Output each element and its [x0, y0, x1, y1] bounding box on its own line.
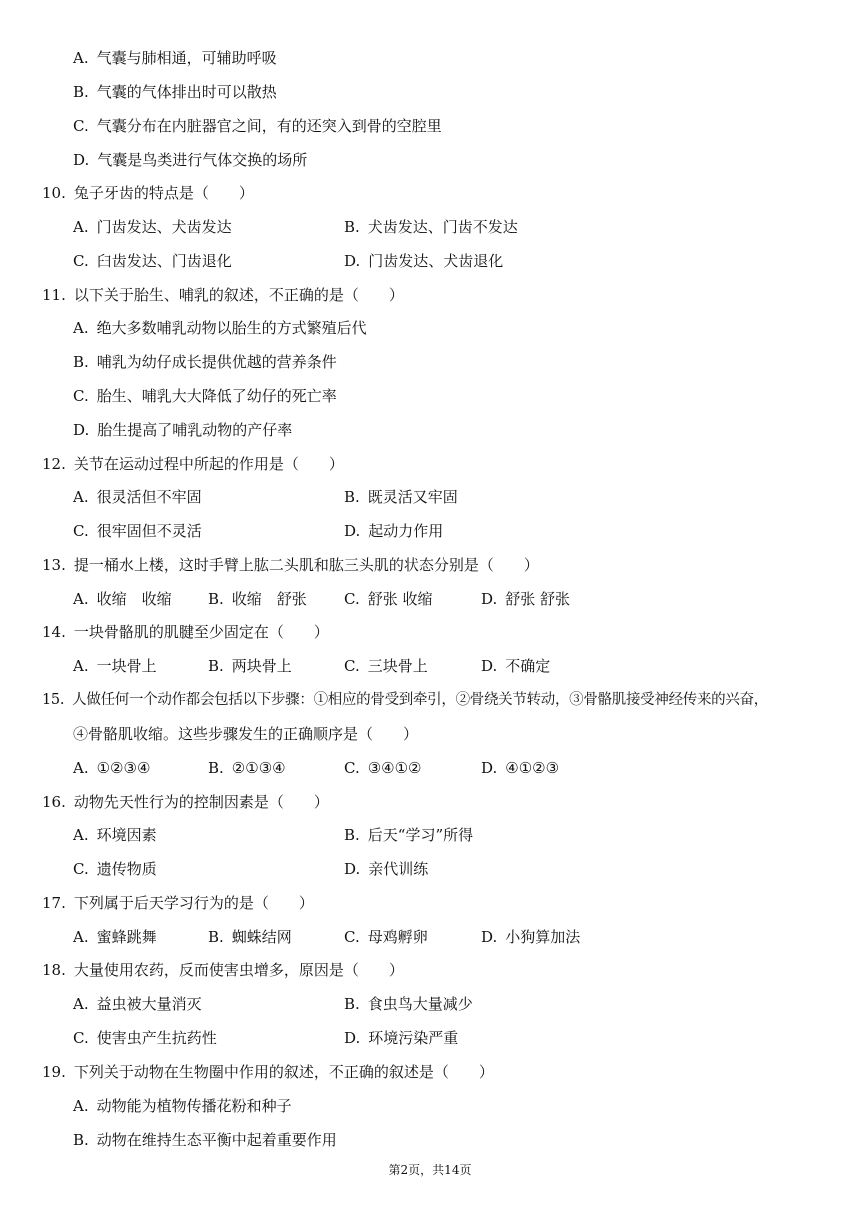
q10-option-d: D. 门齿发达、犬齿退化: [344, 252, 504, 270]
q18-option-a: A. 益虫被大量消灭: [73, 995, 202, 1013]
q17-option-b: B. 蜘蛛结网: [208, 928, 292, 946]
q14-option-b: B. 两块骨上: [208, 657, 292, 675]
q12-option-b: B. 既灵活又牢固: [344, 488, 458, 506]
q15-option-b: B. ②①③④: [208, 759, 286, 777]
q16-option-c: C. 遗传物质: [73, 860, 157, 878]
q10-option-b: B. 犬齿发达、门齿不发达: [344, 218, 518, 236]
q16-stem: 16. 动物先天性行为的控制因素是（ ）: [42, 793, 329, 811]
q9-option-a: A. 气囊与肺相通，可辅助呼吸: [73, 49, 277, 67]
q15-stem: 15. 人做任何一个动作都会包括以下步骤：①相应的骨受到牵引，②骨绕关节转动，③骨骼肌接受神经传来的兴奋，: [42, 692, 768, 708]
q17-option-a: A. 蜜蜂跳舞: [73, 928, 157, 946]
q13-option-c: C. 舒张 收缩: [344, 590, 433, 608]
q13-option-a: A. 收缩 收缩: [73, 590, 172, 608]
q15-stem-continued: ④骨骼肌收缩。这些步骤发生的正确顺序是（ ）: [73, 725, 419, 743]
q13-stem: 13. 提一桶水上楼，这时手臂上肱二头肌和肱三头肌的状态分别是（ ）: [42, 556, 539, 574]
q16-option-a: A. 环境因素: [73, 826, 157, 844]
q12-stem: 12. 关节在运动过程中所起的作用是（ ）: [42, 455, 344, 473]
q12-option-c: C. 很牢固但不灵活: [73, 522, 202, 540]
q16-option-b: B. 后天“学习”所得: [344, 826, 474, 844]
q11-stem: 11. 以下关于胎生、哺乳的叙述，不正确的是（ ）: [42, 286, 404, 304]
q15-option-a: A. ①②③④: [73, 759, 151, 777]
q9-option-d: D. 气囊是鸟类进行气体交换的场所: [73, 151, 308, 169]
q9-option-b: B. 气囊的气体排出时可以散热: [73, 83, 277, 101]
q15-option-d: D. ④①②③: [481, 759, 560, 777]
q10-option-a: A. 门齿发达、犬齿发达: [73, 218, 232, 236]
q9-option-c: C. 气囊分布在内脏器官之间，有的还突入到骨的空腔里: [73, 117, 442, 135]
q11-option-d: D. 胎生提高了哺乳动物的产仔率: [73, 421, 293, 439]
q14-stem: 14. 一块骨骼肌的肌腱至少固定在（ ）: [42, 623, 329, 641]
q18-option-b: B. 食虫鸟大量减少: [344, 995, 473, 1013]
q13-option-d: D. 舒张 舒张: [481, 590, 571, 608]
q17-stem: 17. 下列属于后天学习行为的是（ ）: [42, 894, 314, 912]
q14-option-d: D. 不确定: [481, 657, 551, 675]
q14-option-a: A. 一块骨上: [73, 657, 157, 675]
q19-option-a: A. 动物能为植物传播花粉和种子: [73, 1097, 292, 1115]
q18-option-d: D. 环境污染严重: [344, 1029, 459, 1047]
q17-option-d: D. 小狗算加法: [481, 928, 581, 946]
q10-option-c: C. 臼齿发达、门齿退化: [73, 252, 232, 270]
q10-stem: 10. 兔子牙齿的特点是（ ）: [42, 184, 254, 202]
q12-option-d: D. 起动力作用: [344, 522, 444, 540]
q11-option-c: C. 胎生、哺乳大大降低了幼仔的死亡率: [73, 387, 337, 405]
q11-option-a: A. 绝大多数哺乳动物以胎生的方式繁殖后代: [73, 319, 367, 337]
q17-option-c: C. 母鸡孵卵: [344, 928, 428, 946]
q18-stem: 18. 大量使用农药，反而使害虫增多，原因是（ ）: [42, 961, 404, 979]
q19-option-b: B. 动物在维持生态平衡中起着重要作用: [73, 1131, 337, 1149]
q18-option-c: C. 使害虫产生抗药性: [73, 1029, 217, 1047]
q19-stem: 19. 下列关于动物在生物圈中作用的叙述，不正确的叙述是（ ）: [42, 1063, 494, 1081]
page-number-footer: 第2页，共14页: [388, 1163, 472, 1177]
q12-option-a: A. 很灵活但不牢固: [73, 488, 202, 506]
q11-option-b: B. 哺乳为幼仔成长提供优越的营养条件: [73, 353, 337, 371]
q14-option-c: C. 三块骨上: [344, 657, 428, 675]
q15-option-c: C. ③④①②: [344, 759, 422, 777]
q13-option-b: B. 收缩 舒张: [208, 590, 307, 608]
q16-option-d: D. 亲代训练: [344, 860, 429, 878]
